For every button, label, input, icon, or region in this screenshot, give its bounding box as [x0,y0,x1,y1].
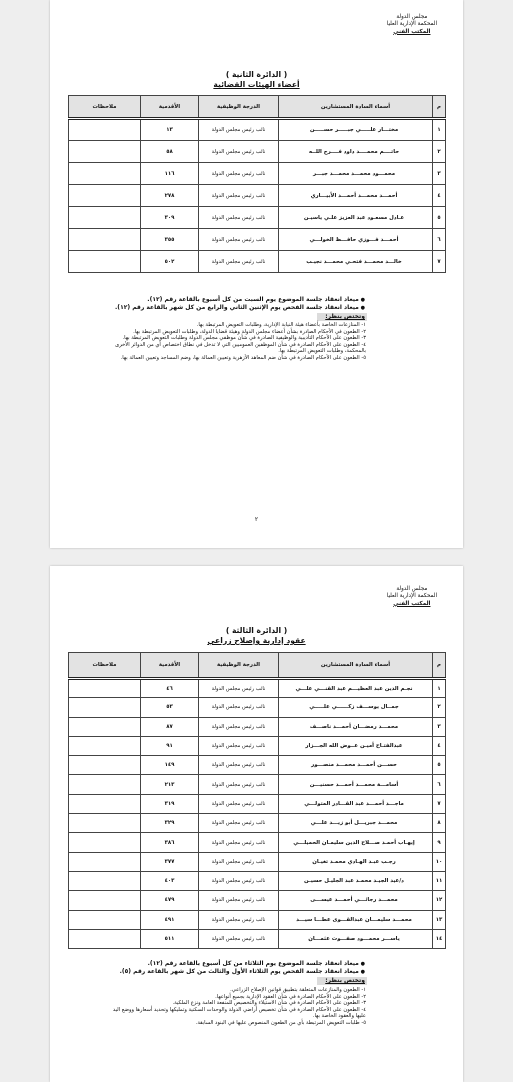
table-row [69,679,446,698]
cell-rank: نائب رئيس مجلس الدولة [199,185,279,207]
cell-n: ٣ [433,717,446,736]
cell-notes [69,185,141,207]
table-row [69,141,446,163]
cell-n: ١١ [433,871,446,890]
cell-notes [69,871,141,890]
cell-name: حاتــــم محمــــد داود فــــرج اللــه [279,141,433,163]
cell-n: ٦ [433,775,446,794]
circuit-title: ( الدائرة الثالثة ) [225,626,288,635]
header-line: مجلس الدولة [396,586,428,592]
table-row [69,717,446,736]
cell-name: حســـن أحمـــد محمـــد منصـــور [279,756,433,775]
cell-seniority: ٢٧٨ [141,185,199,207]
cell-rank: نائب رئيس مجلس الدولة [199,229,279,251]
table-row [69,910,446,929]
table-row [69,929,446,948]
cell-n: ٤ [433,736,446,755]
header-line: المكتب الفني [393,600,431,607]
table-row [69,794,446,813]
competence-item: ٣- الطعون على الأحكام التأديبية والوظيفية الصادرة في شأن موظفي مجلس الدولة وطلبات التعويض المرتبطة بها. [122,335,366,342]
table-row [69,852,446,871]
table-row [69,833,446,852]
competence-item: ٤- الطعون على الأحكام الصادرة في شأن تخصيص أراضي الدولة والوحدات السكنية وتمليكها وتحديد أسعارها ووضع اليد [112,1006,366,1013]
column-header: م [433,653,446,679]
column-header: الدرجة الوظيفية [199,96,279,119]
cell-seniority: ٥٨ [141,141,199,163]
cell-rank: نائب رئيس مجلس الدولة [199,833,279,852]
competence-list [112,987,366,1027]
cell-rank: نائب رئيس مجلس الدولة [199,679,279,698]
cell-n: ١ [433,679,446,698]
cell-seniority: ١٣ [141,119,199,141]
column-header: أسماء السادة المستشارين [279,96,433,119]
cell-n: ٢ [433,698,446,717]
cell-seniority: ٥١١ [141,929,199,948]
cell-rank: نائب رئيس مجلس الدولة [199,163,279,185]
cell-notes [69,698,141,717]
cell-name: ياســـر محمـــود صفـــوت عثمـــان [279,929,433,948]
column-header: الدرجة الوظيفية [199,653,279,679]
competence-item: ٤- الطعون على الأحكام الصادرة في شأن الموظفين العموميين التي لا تدخل في نطاق اختصاص أي من الدوائر الأخرى [115,341,366,348]
table-body [69,119,446,273]
cell-n: ٥ [433,756,446,775]
cell-rank: نائب رئيس مجلس الدولة [199,775,279,794]
cell-notes [69,794,141,813]
competence-item: ٢- الطعون على الأحكام الصادرة في شأن العقود الإدارية بجميع أنواعها. [215,993,366,1000]
header-line: المحكمة الإدارية العليا [386,593,437,600]
column-header: الأقدمية [141,96,199,119]
cell-name: نجـم الدين عبد العظيـــم عبد القنـــي علـــي [279,679,433,698]
cell-seniority: ٣١٩ [141,794,199,813]
cell-name: محمـــد رجائـــي أحمـــد عيســـى [279,891,433,910]
cell-notes [69,736,141,755]
cell-seniority: ٣٢٩ [141,814,199,833]
judges-table [68,95,446,273]
cell-name: إيهـاب أحمـد صـــلاح الدين سليمـان الحميلـــي [279,833,433,852]
cell-rank: نائب رئيس مجلس الدولة [199,141,279,163]
meeting-line: ● ميعاد انعقاد جلسة الفحص يوم الإثنين الثاني والرابع من كل شهر بالقاعة رقم (١٢). [115,304,365,312]
cell-n: ٣ [433,163,446,185]
cell-rank: نائب رئيس مجلس الدولة [199,698,279,717]
cell-rank: نائب رئيس مجلس الدولة [199,736,279,755]
cell-notes [69,229,141,251]
cell-n: ٢ [433,141,446,163]
cell-seniority: ٣٨٦ [141,833,199,852]
cell-n: ٧ [433,251,446,273]
cell-rank: نائب رئيس مجلس الدولة [199,852,279,871]
table-row [69,891,446,910]
cell-rank: نائب رئيس مجلس الدولة [199,119,279,141]
meeting-schedule [120,960,365,976]
cell-notes [69,910,141,929]
competence-item: ١- المنازعات الخاصة بأعضاء هيئة النيابة الإدارية، وطلبات التعويض المرتبطة بها. [196,322,366,328]
competence-item: ٥- طلبات التعويض المرتبطة بأي من الطعون المنصوص عليها في البنود السابقة. [195,1019,366,1026]
header-line: مجلس الدولة [396,14,428,20]
cell-seniority: ٢١٣ [141,775,199,794]
cell-seniority: ٤٠٣ [141,871,199,890]
table-row [69,736,446,755]
cell-n: ١٢ [433,891,446,910]
cell-notes [69,775,141,794]
cell-n: ١٠ [433,852,446,871]
competence-item: ٥- الطعون على الأحكام الصادرة في شأن ضم المعاهد الأزهرية وتعيين العمالة بها، وضم المساجد وتعيين العمالة بها. [120,354,366,361]
table-row [69,207,446,229]
competence-item: عليها والعقود الخاصة بها. [312,1013,366,1020]
cell-name: د/عيد الجيـد محمـد عبد الجليـل حسيـن [279,871,433,890]
table-row [69,698,446,717]
cell-name: أحمـــد فـــوزي حافـــظ الخولـــي [279,229,433,251]
cell-rank: نائب رئيس مجلس الدولة [199,910,279,929]
table-row [69,814,446,833]
table-body [69,679,446,949]
cell-name: خالـــد محمـــد فتحـي محمـــد نجيـب [279,251,433,273]
cell-n: ١ [433,119,446,141]
circuit-heading [50,70,463,90]
competence-list [115,322,366,362]
table-row [69,119,446,141]
page-header [387,586,437,608]
competence-item: ١- الطعون والمنازعات المتعلقة بتطبيق قوانين الإصلاح الزراعي. [230,987,366,993]
cell-notes [69,929,141,948]
table-row [69,871,446,890]
header-line: المكتب الفني [393,28,431,35]
meeting-line: ● ميعاد انعقاد جلسة الفحص يوم الثلاثاء الأول والثالث من كل شهر بالقاعة رقم (٥). [120,968,365,976]
cell-name: أسامـــة محمـــد أحمـــد حسنيـــن [279,775,433,794]
cell-notes [69,141,141,163]
competence-item: ٣- الطعون على الأحكام الصادرة في شأن الاستيلاء والتخصيص للمنفعة العامة ونزع الملكية. [172,1000,366,1007]
cell-seniority: ٣٧٧ [141,852,199,871]
cell-name: مختـــار علـــــي جبـــــر حســـــن [279,119,433,141]
meeting-line: ● ميعاد انعقاد جلسة الموضوع يوم الثلاثاء من كل أسبوع بالقاعة رقم (١٢). [120,960,365,968]
column-header: ملاحظات [69,96,141,119]
cell-name: ماجـــد أحمـــد عبد القـــادر المتولـــي [279,794,433,813]
competence-item: بالمحكمة، وطلبات التعويض المرتبطة بها. [278,348,366,355]
table-row [69,775,446,794]
cell-n: ١٤ [433,929,446,948]
competence-title: وتختص بنظر: [317,977,367,985]
cell-notes [69,833,141,852]
cell-seniority: ٣٥٥ [141,229,199,251]
circuit-heading [50,626,463,646]
table-row [69,229,446,251]
cell-rank: نائب رئيس مجلس الدولة [199,251,279,273]
cell-n: ٧ [433,794,446,813]
header-line: المحكمة الإدارية العليا [386,21,437,28]
cell-rank: نائب رئيس مجلس الدولة [199,207,279,229]
cell-seniority: ٤٧٩ [141,891,199,910]
judges-table [68,652,446,949]
cell-seniority: ٣٠٩ [141,207,199,229]
cell-rank: نائب رئيس مجلس الدولة [199,929,279,948]
cell-name: عبدالفتـاح أميـن عــوض الله الجـــزار [279,736,433,755]
meeting-line: ● ميعاد انعقاد جلسة الموضوع يوم السبت من كل أسبوع بالقاعة رقم (١٢). [115,296,365,304]
circuit-title: ( الدائرة الثانية ) [225,70,288,79]
cell-seniority: ١١٦ [141,163,199,185]
cell-n: ٩ [433,833,446,852]
page-header [387,14,437,36]
cell-notes [69,756,141,775]
circuit-subtitle: أعضاء الهيئات القضائية [213,80,300,89]
table-row [69,163,446,185]
table-header-row [69,653,446,679]
cell-rank: نائب رئيس مجلس الدولة [199,756,279,775]
column-header: م [433,96,446,119]
cell-notes [69,163,141,185]
document-page-2 [50,566,463,1082]
cell-name: محمـــد سليمـــان عبدالقـــوى عطـــا سيـــد [279,910,433,929]
cell-seniority: ١٤٩ [141,756,199,775]
cell-n: ٥ [433,207,446,229]
column-header: الأقدمية [141,653,199,679]
cell-notes [69,891,141,910]
cell-notes [69,119,141,141]
cell-name: محمـــد جبريـــل أبو زيـــد علـــي [279,814,433,833]
cell-seniority: ٤٩١ [141,910,199,929]
cell-seniority: ٥٠٢ [141,251,199,273]
cell-n: ٦ [433,229,446,251]
cell-notes [69,717,141,736]
cell-seniority: ٨٧ [141,717,199,736]
cell-seniority: ٥٣ [141,698,199,717]
cell-name: محمـــد رمضـــان أحمـــد ناصـــف [279,717,433,736]
meeting-schedule [115,296,365,312]
cell-notes [69,814,141,833]
cell-name: أحمـــد محمـــد أحمـــد الأبيـــاري [279,185,433,207]
table-row [69,251,446,273]
cell-n: ٨ [433,814,446,833]
table-row [69,756,446,775]
cell-seniority: ٤٦ [141,679,199,698]
column-header: ملاحظات [69,653,141,679]
cell-name: عـادل مسعـود عبد العزيز علـي ياسيـن [279,207,433,229]
cell-n: ١٣ [433,910,446,929]
cell-rank: نائب رئيس مجلس الدولة [199,891,279,910]
cell-name: جمــال يوســـف زكــــــي علـــــي [279,698,433,717]
table-header-row [69,96,446,119]
cell-rank: نائب رئيس مجلس الدولة [199,814,279,833]
cell-notes [69,251,141,273]
competence-title: وتختص بنظر: [317,313,367,321]
table-row [69,185,446,207]
column-header: أسماء السادة المستشارين [279,653,433,679]
page-number: ٢ [254,516,259,523]
cell-rank: نائب رئيس مجلس الدولة [199,871,279,890]
cell-rank: نائب رئيس مجلس الدولة [199,794,279,813]
cell-n: ٤ [433,185,446,207]
cell-notes [69,852,141,871]
cell-notes [69,207,141,229]
cell-seniority: ٩١ [141,736,199,755]
cell-notes [69,679,141,698]
cell-rank: نائب رئيس مجلس الدولة [199,717,279,736]
document-page-1 [50,0,463,548]
cell-name: رجـب عبـد الهـادي محمـد تغيـان [279,852,433,871]
circuit-subtitle: عقود إدارية وإصلاح زراعي [207,636,306,645]
cell-name: محمـــود محمـــد محمـــد جبـــر [279,163,433,185]
competence-item: ٢- الطعون في الأحكام الصادرة بشأن أعضاء مجلس الدولة وهيئة قضايا الدولة، وطلبات التعويض المرتبطة بها. [133,328,366,335]
